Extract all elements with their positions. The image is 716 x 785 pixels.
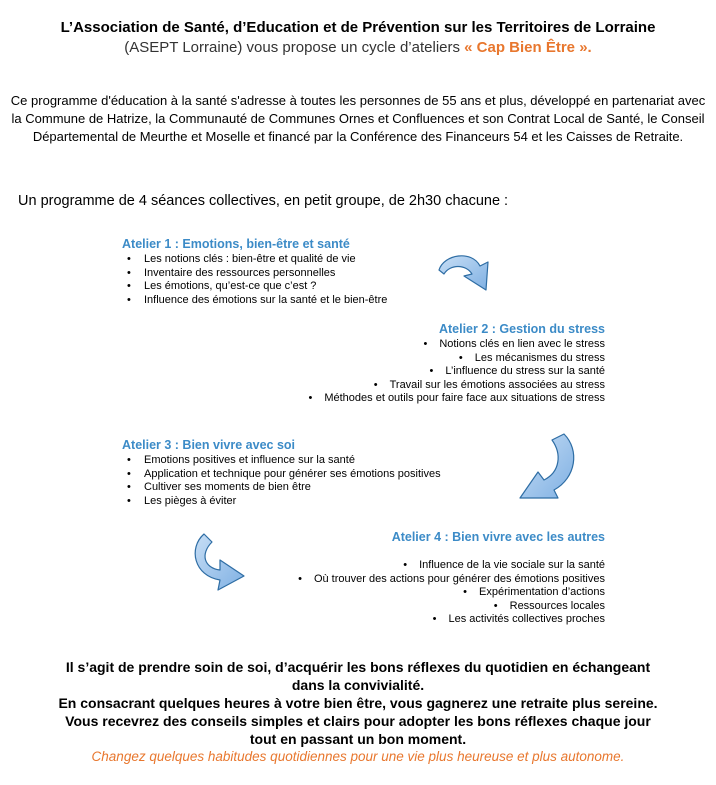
cap-bien-etre-label: « Cap Bien Être » xyxy=(464,39,588,56)
list-item: • Travail sur les émotions associées au stress xyxy=(373,378,605,391)
list-item: • Les émotions, qu’est-ce que c’est ? xyxy=(122,280,462,294)
curved-arrow-icon xyxy=(436,250,500,300)
atelier-2 xyxy=(185,321,605,406)
closing-line-4: Vous recevrez des conseils simples et clairs pour adopter les bons réflexes chaque jour xyxy=(65,713,651,729)
atelier-4-list xyxy=(185,559,605,627)
closing-section xyxy=(10,658,706,766)
atelier-4-title: Atelier 4 : Bien vivre avec les autres xyxy=(391,530,605,544)
header-subtitle xyxy=(0,38,716,58)
list-item: • Les mécanismes du stress xyxy=(458,351,605,364)
list-item: • Où trouver des actions pour générer des émotions positives xyxy=(298,572,605,585)
header xyxy=(0,18,716,58)
header-subtitle-prefix: (ASEPT Lorraine) vous propose un cycle d’ateliers xyxy=(124,39,465,56)
list-item: • Méthodes et outils pour faire face aux situations de stress xyxy=(308,392,605,405)
atelier-2-list xyxy=(185,338,605,406)
list-item: • Ressources locales xyxy=(493,599,605,612)
list-item: • Application et technique pour générer ses émotions positives xyxy=(122,468,502,482)
atelier-4 xyxy=(185,529,605,627)
closing-line-5: tout en passant un bon moment. xyxy=(249,731,467,747)
list-item: • Cultiver ses moments de bien être xyxy=(122,481,502,495)
header-subtitle-suffix: . xyxy=(587,39,592,56)
list-item: • Les notions clés : bien-être et qualité de vie xyxy=(122,253,462,267)
atelier-3 xyxy=(122,437,502,508)
list-item: • Influence des émotions sur la santé et le bien-être xyxy=(122,294,462,308)
atelier-1-list xyxy=(122,253,462,307)
list-item: • Les pièges à éviter xyxy=(122,495,502,509)
atelier-3-list xyxy=(122,454,502,508)
list-item: • Emotions positives et influence sur la santé xyxy=(122,454,502,468)
slogan: Changez quelques habitudes quotidiennes pour une vie plus heureuse et plus autonome. xyxy=(91,749,625,764)
list-item: • Les activités collectives proches xyxy=(432,613,605,626)
atelier-1-title: Atelier 1 : Emotions, bien-être et santé xyxy=(122,237,350,251)
list-item: • Inventaire des ressources personnelles xyxy=(122,267,462,281)
list-item: • Influence de la vie sociale sur la santé xyxy=(403,559,605,571)
curved-arrow-icon xyxy=(184,532,248,592)
list-item: • L’influence du stress sur la santé xyxy=(429,365,605,378)
list-item: • Notions clés en lien avec le stress xyxy=(423,338,605,350)
atelier-1 xyxy=(122,236,462,307)
closing-line-3: En consacrant quelques heures à votre bien être, vous gagnerez une retraite plus sereine. xyxy=(58,695,658,711)
closing-line-1: Il s’agit de prendre soin de soi, d’acquérir les bons réflexes du quotidien en échangeant xyxy=(65,659,651,675)
intro-paragraph: Ce programme d'éducation à la santé s'adresse à toutes les personnes de 55 ans et plus, développé en partenariat avec la Commune de Hatrize, la Communauté de Communes Ornes et Confluences et son Contrat Local de Santé, le Conseil Départemental de Meurthe et Moselle et financé par la Conférence des Financeurs 54 et les Caisses de Retraite. xyxy=(10,93,706,144)
list-item: • Expérimentation d’actions xyxy=(463,586,605,599)
curved-arrow-icon xyxy=(514,432,584,514)
programme-text: Un programme de 4 séances collectives, en petit groupe, de 2h30 chacune : xyxy=(18,193,509,209)
header-title: L’Association de Santé, d’Education et de Prévention sur les Territoires de Lorraine xyxy=(60,19,656,36)
atelier-3-title: Atelier 3 : Bien vivre avec soi xyxy=(122,438,296,452)
atelier-2-title: Atelier 2 : Gestion du stress xyxy=(438,322,605,336)
closing-line-2: dans la convivialité. xyxy=(291,677,425,693)
